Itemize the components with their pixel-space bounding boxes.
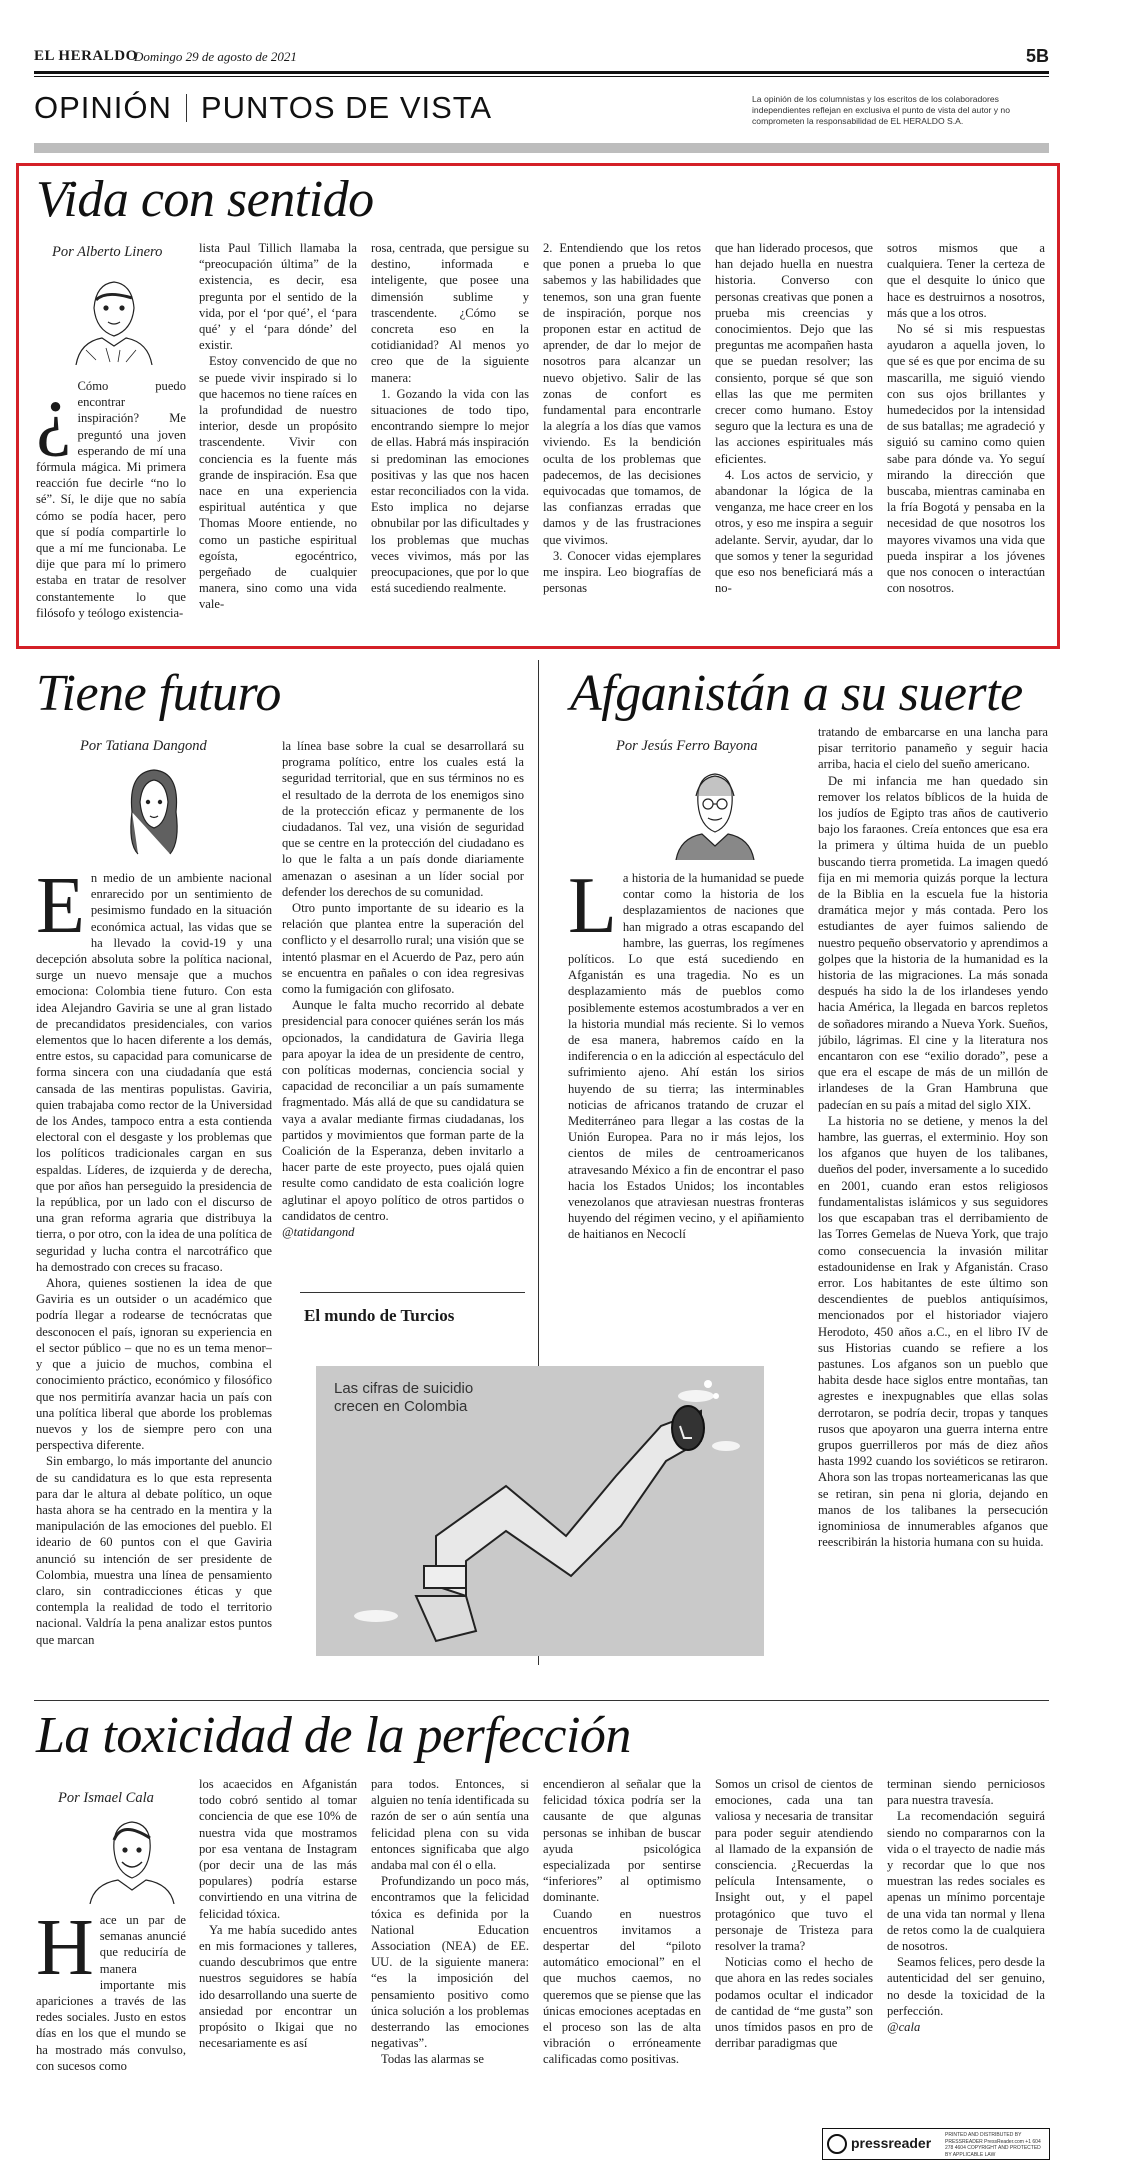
paragraph-group — [282, 738, 524, 1224]
article-byline: Por Ismael Cala — [58, 1790, 154, 1806]
section-header — [34, 90, 492, 126]
paragraph: Sin embargo, lo más importante del anuncio de su candidatura es lo que esta representa para dar le altura al debate político, un oque hasta ahora se ha centrado en la mentira y la manipulación de las emociones del pueblo. El ideario de 60 puntos con el que Gaviria anunció su intención de ser presidente de Colombia, muestra una línea de pensamiento claro, sin contradicciones éticas y que contempla la realidad de todo el territorio nacional. Valdría la pena analizar estos puntos que marcan — [36, 1454, 272, 1647]
article-column — [36, 378, 186, 640]
paragraph: 2. Entendiendo que los retos que ponen a prueba lo que sabemos y las habilidades que tenemos, son una gran fuente de inspiración, porque nos proponen estar en actitud de aprender, de dar lo mejor de nosotros para alcanzar un nuevo objetivo. Salir de las zonas de confort es fundamental para encontrarle la alegría a los días que vamos viviendo. Es la bendición oculta de los problemas que padecemos, de las decisiones equivocadas que tomamos, de las confianzas erradas que damos y de las frustraciones que vivimos. — [543, 241, 701, 547]
paragraph: Estoy convencido de que no se puede vivir inspirado si lo que hacemos no tiene raíces en la profundidad de nuestro interior, desde un propósito trascendente. Vivir con conciencia es la fuente más grande de inspiración. Esa que nace en una experiencia espiritual auténtica y que Thomas Moore entiende, no como un pastiche espiritual egoísta, egocéntrico, pergeñado de cualquier manera, sino como una vida vale- — [199, 354, 357, 612]
paper-name: EL HERALDO — [34, 48, 138, 64]
author-handle[interactable]: @cala — [887, 2020, 921, 2035]
author-portrait — [670, 762, 760, 860]
drop-cap: ¿ — [36, 378, 72, 458]
article-column — [543, 240, 701, 640]
page-number: 5B — [1025, 46, 1049, 66]
article-column — [36, 870, 272, 1660]
paragraph: Ahora, quienes sostienen la idea de que Gaviria es un outsider o un académico que podría llegar a rodearse de tecnócratas que desconocen el país, ignoran su experiencia en el sector público – que no es un tema menor– y que a juicio de muchos, combina el conocimiento práctico, económico y filosófico que nos permitiría avanzar hacia un país con una política liberal que aborde los problemas nuevos y los de siempre pero con una perspectiva diferente. — [36, 1276, 272, 1453]
article-byline: Por Jesús Ferro Bayona — [616, 738, 758, 754]
drop-cap: H — [36, 1912, 94, 1992]
article-column — [371, 240, 529, 640]
masthead-rule-thin — [34, 76, 1049, 77]
paragraph: Somos un crisol de cientos de emociones, cada una tan valiosa y necesaria de transitar para poder seguir atendiendo al llamado de la expansión de consciencia. ¿Recuerdas la película Intensamente, o Insight out, y el papel protagónico que tuvo el personaje de Tristeza para resolver la trama? — [715, 1777, 873, 1954]
paragraph: para todos. Entonces, si alguien no tenía identificada su razón de ser o aún sentía una felicidad plena con su vida entonces significaba que algo andaba mal con él o ella. — [371, 1777, 529, 1873]
paragraph: De mi infancia me han quedado sin remover los relatos bíblicos de la huida de los judíos de Egipto tras años de cautiverio bajo los faraones. Creía entonces que esa era la primera y última huida de un pueblo buscando tierra prometida. La imagen quedó fija en mi memoria quizás porque la lectura de la Biblia en la escuela fue la historia dramática mejor y más contada. Pero los estudiantes de ayer fuimos saliendo de nuestro pequeño observatorio y aprendimos a golpes que la historia de la humanidad es la historia de las migraciones. La más sonada después ha sido la de los irlandeses yendo hacia América, la llegada en barcos repletos de soñadores mirando a Nueva York. Sueños, júbilo, lágrimas. El cine y la literatura nos encantaron con ese “exilio dorado”, pese a que era el escape de más de un millón de irlandeses de la Gran Hambruna que padecían en su país a mitad del siglo XIX. — [818, 773, 1048, 1112]
article-column — [715, 240, 873, 640]
pressreader-icon — [827, 2134, 847, 2154]
drop-cap: E — [36, 870, 85, 950]
section-puntos: PUNTOS DE VISTA — [200, 90, 493, 125]
paragraph: ace un par de semanas anuncié que reduciría de manera importante mis apariciones a través de las redes sociales. Justo en estos días en los que el mundo se ha mostrado más convulso, con sucesos como — [36, 1913, 186, 2073]
paragraph: Seamos felices, pero desde la autenticidad del ser genuino, no desde la toxicidad de la perfección. — [887, 1955, 1045, 2018]
paragraph: encendieron al señalar que la felicidad tóxica podría ser la causante de que algunas personas se inhiban de buscar ayuda psicológica especializada por sentirse “inferiores” al optimismo dominante. — [543, 1777, 701, 1905]
paragraph: Cuando en nuestros encuentros invitamos a despertar del “piloto automático emocional” en el que muchos caemos, no queremos que se piense que las únicas emociones aceptadas en el proceso son las de alta vibración o erróneamente calificadas como positivas. — [543, 1906, 701, 2067]
article-column — [199, 240, 357, 640]
paragraph: n medio de un ambiente nacional enrarecido por un sentimiento de pesimismo fundado en la situación económica actual, las vidas que se ha llevado la covid-19 y una decepción absoluta sobre la política nacional, surge un nuevo mensaje que a muchos emociona: Colombia tiene futuro. Con esta idea Alejandro Gaviria se une al gran listado de precandidatos presidenciales, con varios elementos que lo hacen diferente a los demás, entre estos, su capacidad para comunicarse de forma sincera con una ciudadanía que está cansada de las mentiras populistas. Gaviria, quien trabajaba como rector de la Universidad de los Andes, tampoco entra a esta contienda electoral con el desgaste y los problemas que los políticos tradicionales cargan en sus espaldas. Líderes, de izquierda y de derecha, que por años han perseguido la presidencia de la república, por un lado con el discurso de una gran reforma agraria que distribuya la tierra, o por otro, con la idea de una política de seguridad y lucha contra el narcotráfico que ha demostrado con creces su fracaso. — [36, 871, 272, 1274]
paragraph: La historia no se detiene, y menos la del hambre, las guerras, el exterminio. Hoy son los afganos que huyen de los talibanes, dueños del poder, inversamente a lo sucedido en 2001, cuando eran estos religiosos fundamentalistas islámicos y sus seguidores los que escapaban tras el derribamiento de las Torres Gemelas de Nueva York, que trajo como consecuencia la invasión militar estadounidense en Irak y Afganistán. Craso error. Los habitantes de este último son descendientes de pueblos antiquísimos, mencionados por el historiador viajero Herodoto, 450 años a.C., en el libro IV de sus Historias cuando se refiere a los pastunes. Los afganos son un pueblo que habita desde hace siglos entre montañas, tan agrestes e inexpugnables que ellas solas derrotaron, se podría decir, tropas y tanques rusos que apoyaron una guerra interna entre grupos guerrilleros por más de diez años hasta 1992 cuando los soviéticos se retiraron. Ahora son las tropas norteamericanas las que se retiran, sin pena ni gloria, dejando en manos de los talibanes la persecución ignominiosa de innumerables afganos que reescribirán la historia humana con su huida. — [818, 1113, 1048, 1550]
paragraph: Profundizando un poco más, encontramos que la felicidad tóxica es definida por la National Education Association (NEA) de EE. UU. de la siguiente manera: “es la imposición del pensamiento positivo como única solución a los problemas desterrando las emociones negativas”. — [371, 1874, 529, 2051]
paragraph-group — [887, 1776, 1045, 2019]
paragraph: 1. Gozando la vida con las situaciones de todo tipo, encontrando siempre lo mejor de ellas. Habrá más inspiración si predominan las emociones positivas y las que nos hacen estar reconciliados con la vida. Esto implica no dejarse obnubilar por las dificultades y los problemas que muchas veces vivimos, más por las preocupaciones, que por lo que está sucediendo realmente. — [371, 386, 529, 596]
article-column — [568, 870, 804, 1280]
issue-date: Domingo 29 de agosto de 2021 — [134, 49, 297, 64]
paragraph: terminan siendo perniciosos para nuestra travesía. — [887, 1777, 1045, 1808]
article-column — [36, 1912, 186, 2122]
section-divider-line — [34, 1700, 1049, 1701]
paragraph: que han liderado procesos, que han dejado huella en nuestra historia. Converso con personas creativas que ponen a prueba mis creencias y conocimientos. Dejo que las preguntas me acompañen hasta que se puedan resolver; las consiento, porque sé que son ellas las que me permiten crecer como humano. Estoy seguro que la lectura es una de las acciones espirituales más eficientes. — [715, 241, 873, 466]
article-byline: Por Alberto Linero — [52, 244, 163, 260]
paragraph: Cómo puedo encontrar inspiración? Me preguntó una joven esperando de mí una fórmula mágica. Mi primera reacción fue decirle “no lo sé”. Sí, le dije que no sabía cómo se podía hacer, pero que sí podía compartirle lo que a mí me funcionaba. Le dije que para mí lo primero estaba en tratar de resolver constantemente lo que filósofo y teólogo existencia- — [36, 379, 186, 620]
section-divider — [186, 94, 187, 122]
paragraph-group — [36, 871, 272, 1648]
article-column — [199, 1776, 357, 2122]
author-portrait — [66, 270, 162, 365]
paragraph: lista Paul Tillich llamaba la “preocupación última” de la existencia, es decir, esa pregunta por el sentido de la vida, por el ‘por qué’, el ‘para qué’ y el ‘para dónde’ del existir. — [199, 241, 357, 353]
paragraph: Otro punto importante de su ideario es la relación que plantea entre la superación del conflicto y el desarrollo rural; una visión que se intentó plasmar en el Acuerdo de Paz, pero aún se encuentra en pañales o con idea regresivas como la fumigación con glifosato. — [282, 901, 524, 997]
pressreader-note: PRINTED AND DISTRIBUTED BY PRESSREADER PressReader.com +1 604 278 4604 COPYRIGHT AND PROTECTED BY APPLICABLE LAW — [945, 2132, 1041, 2158]
section-opinion: OPINIÓN — [34, 90, 172, 125]
article-title: La toxicidad de la perfección — [36, 1707, 631, 1764]
article-column — [887, 1776, 1045, 2122]
disclaimer: La opinión de los columnistas y los escritos de los colaboradores independientes reflejan en exclusiva el punto de vista del autor y no comprometen la responsabilidad de EL HERALDO S.A. — [752, 94, 1010, 126]
paragraph: la línea base sobre la cual se desarrollará su programa político, entre los cuales está la seguridad territorial, que en sus términos no es el resultado de la derrota de los enemigos sino de la protección eficaz y permanente de los ciudadanos. Tal vez, una visión de seguridad que se centre en la protección del ciudadano es lo que le falta a un país donde diariamente amenazan o asesinan a un líder social por defender los derechos de su comunidad. — [282, 739, 524, 899]
article-column — [715, 1776, 873, 2122]
pressreader-badge[interactable] — [822, 2128, 1050, 2160]
article-byline: Por Tatiana Dangond — [80, 738, 207, 754]
article-column — [818, 724, 1048, 1660]
paragraph: los acaecidos en Afganistán todo cobró sentido al tomar conciencia de que ese 10% de nuestra vida que mostramos por esa ventana de Instagram (por decir una de las más populares) podría estarse convirtiendo en una vitrina de felicidad tóxica. — [199, 1777, 357, 1921]
paragraph: Noticias como el hecho de que ahora en las redes sociales podamos ocultar el indicador de cantidad de “me gusta” son unos tímidos pasos en pro de derribar paradigmas que — [715, 1955, 873, 2051]
cartoon-heading: El mundo de Turcios — [304, 1306, 455, 1325]
author-portrait — [82, 1812, 182, 1904]
paragraph: No sé si mis respuestas ayudaron a aquella joven, lo que sé es que por encima de su mascarilla, me siguió viendo con sus ojos brillantes y humedecidos por la intensidad de sus batallas; me agradeció y siguió su camino como quien sabe para dónde va. Yo seguí mirando la dirección que buscaba, mientras caminaba en la fría Bogotá y pensaba en la necesidad de que nosotros los mayores vivamos una vida que pueda inspirar a los jóvenes que nos conocen o interactúan con nosotros. — [887, 322, 1045, 596]
article-column — [543, 1776, 701, 2122]
article-title: Vida con sentido — [36, 171, 374, 228]
paragraph: La recomendación seguirá siendo no compararnos con la vida o el trayecto de nadie más y recordar que lo que nos muestran las redes sociales es apenas un mínimo porcentaje de una vida tan normal y llena de retos como la de cualquiera de nosotros. — [887, 1809, 1045, 1954]
article-title: Afganistán a su suerte — [570, 665, 1023, 722]
paragraph: 3. Conocer vidas ejemplares me inspira. Leo biografías de personas — [543, 548, 701, 596]
paragraph: rosa, centrada, que persigue su destino, informada e inteligente, que posee una dimensión sublime y trascendente. ¿Cómo se concreta eso en la cotidianidad? Al menos yo creo que de la siguiente manera: — [371, 241, 529, 385]
paragraph: tratando de embarcarse en una lancha para pisar territorio panameño y seguir hacia arriba, hacia el cielo del sueño americano. — [818, 725, 1048, 772]
article-column — [371, 1776, 529, 2122]
cartoon-caption: Las cifras de suicidio crecen en Colombia — [334, 1380, 474, 1415]
masthead — [34, 46, 1049, 70]
paragraph: Todas las alarmas se — [381, 2052, 484, 2067]
pressreader-logo: pressreader — [851, 2135, 932, 2151]
paragraph: Aunque le falta mucho recorrido al debate presidencial para conocer quiénes serán los más opcionados, la candidatura de Gaviria llega para apoyar la idea de un presidente de centro, con políticas modernas, conciencia social y capacidad de reconciliar a un país sumamente fragmentado. Más allá de que su candidatura se vaya a avalar mediante firmas ciudadanas, los partidos y movimientos que forman parte de la Coalición de la Esperanza, deben invitarlo a hacer parte de este proyecto, pues ojalá quien resulte como candidato de esta coalición logre aglutinar el apoyo político de otros partidos o candidatos de centro. — [282, 998, 524, 1223]
cartoon-rule — [300, 1292, 525, 1293]
author-handle[interactable]: @tatidangond — [282, 1225, 355, 1240]
drop-cap: L — [568, 870, 617, 950]
paragraph: Ya me había sucedido antes en mis formaciones y talleres, cuando descubrimos que entre nuestros seguidores se había ido desarrollando una suerte de ansiedad por encontrar un propósito o Ikigai que no necesariamente es así — [199, 1922, 357, 2051]
grey-bar — [34, 143, 1049, 153]
article-title: Tiene futuro — [36, 665, 281, 722]
article-column — [887, 240, 1045, 640]
paragraph: 4. Los actos de servicio, y abandonar la lógica de la venganza, me hace creer en los otros, y eso me inspira a seguir adelante. Servir, ayudar, dar lo que somos y tener la seguridad que eso nos beneficiará más a no- — [715, 467, 873, 596]
paragraph: a historia de la humanidad se puede contar como la historia de los desplazamientos de naciones que han migrado a otras escapando del hambre, las guerras, los regímenes políticos. Lo que está sucediendo en Afganistán es una tragedia. No es un desplazamiento más de pueblos como posiblemente estemos acostumbrados a ver en la historia mundial más reciente. Si lo vemos de esa manera, habremos caído en la indiferencia o en la adicción al espectáculo del sufrimiento ajeno. Ahí están los sirios huyendo de su tierra; las interminables noticias de africanos tratando de cruzar el Mediterráneo para llegar a las costas de la Unión Europea. Para no ir más lejos, los cientos de miles de centroamericanos atravesando México a fin de encontrar el paso hacia los Estados Unidos; los incontables venezolanos que atraviesan nuestras fronteras huyendo del régimen vecino, y el apiñamiento de haitianos en Necoclí — [568, 871, 804, 1242]
author-portrait — [110, 762, 198, 860]
paragraph: sotros mismos que a cualquiera. Tener la certeza de que el desquite lo único que hace es destruirnos a nosotros, más que a los otros. — [887, 241, 1045, 320]
article-column — [282, 738, 524, 1268]
masthead-rule — [34, 71, 1049, 74]
